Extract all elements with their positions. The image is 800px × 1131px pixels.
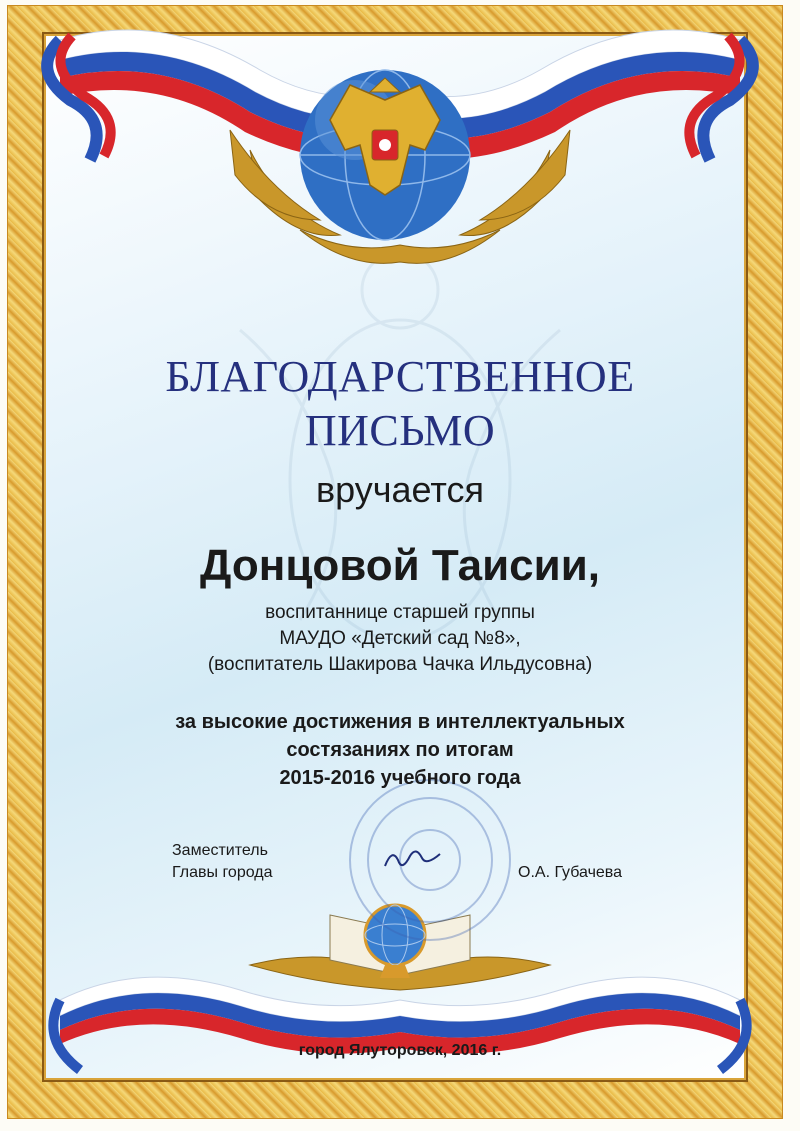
book-globe-emblem-icon <box>250 905 550 990</box>
reason-line3: 2015-2016 учебного года <box>279 767 521 789</box>
awarded-to-label: вручается <box>316 469 484 510</box>
recipient-info-line2: МАУДО «Детский сад №8», <box>279 628 521 649</box>
signatory-position-line1: Заместитель <box>172 842 268 859</box>
signatory-name: О.А. Губачева <box>518 864 623 881</box>
recipient-name: Донцовой Таисии, <box>200 541 600 590</box>
document-title-line2: ПИСЬМО <box>304 406 496 455</box>
reason-line2: состязаниях по итогам <box>286 739 514 761</box>
recipient-info-line3: (воспитатель Шакирова Чачка Ильдусовна) <box>207 654 593 675</box>
signatory-position <box>172 840 273 884</box>
footer-city-year: город Ялуторовск, 2016 г. <box>298 1042 502 1059</box>
document-title-line1: БЛАГОДАРСТВЕННОЕ <box>165 352 635 401</box>
signature-mark <box>385 851 440 866</box>
signatory-position-line2: Главы города <box>172 864 273 881</box>
recipient-info-line1: воспитаннице старшей группы <box>265 602 535 623</box>
reason-line1: за высокие достижения в интеллектуальных <box>175 711 625 733</box>
